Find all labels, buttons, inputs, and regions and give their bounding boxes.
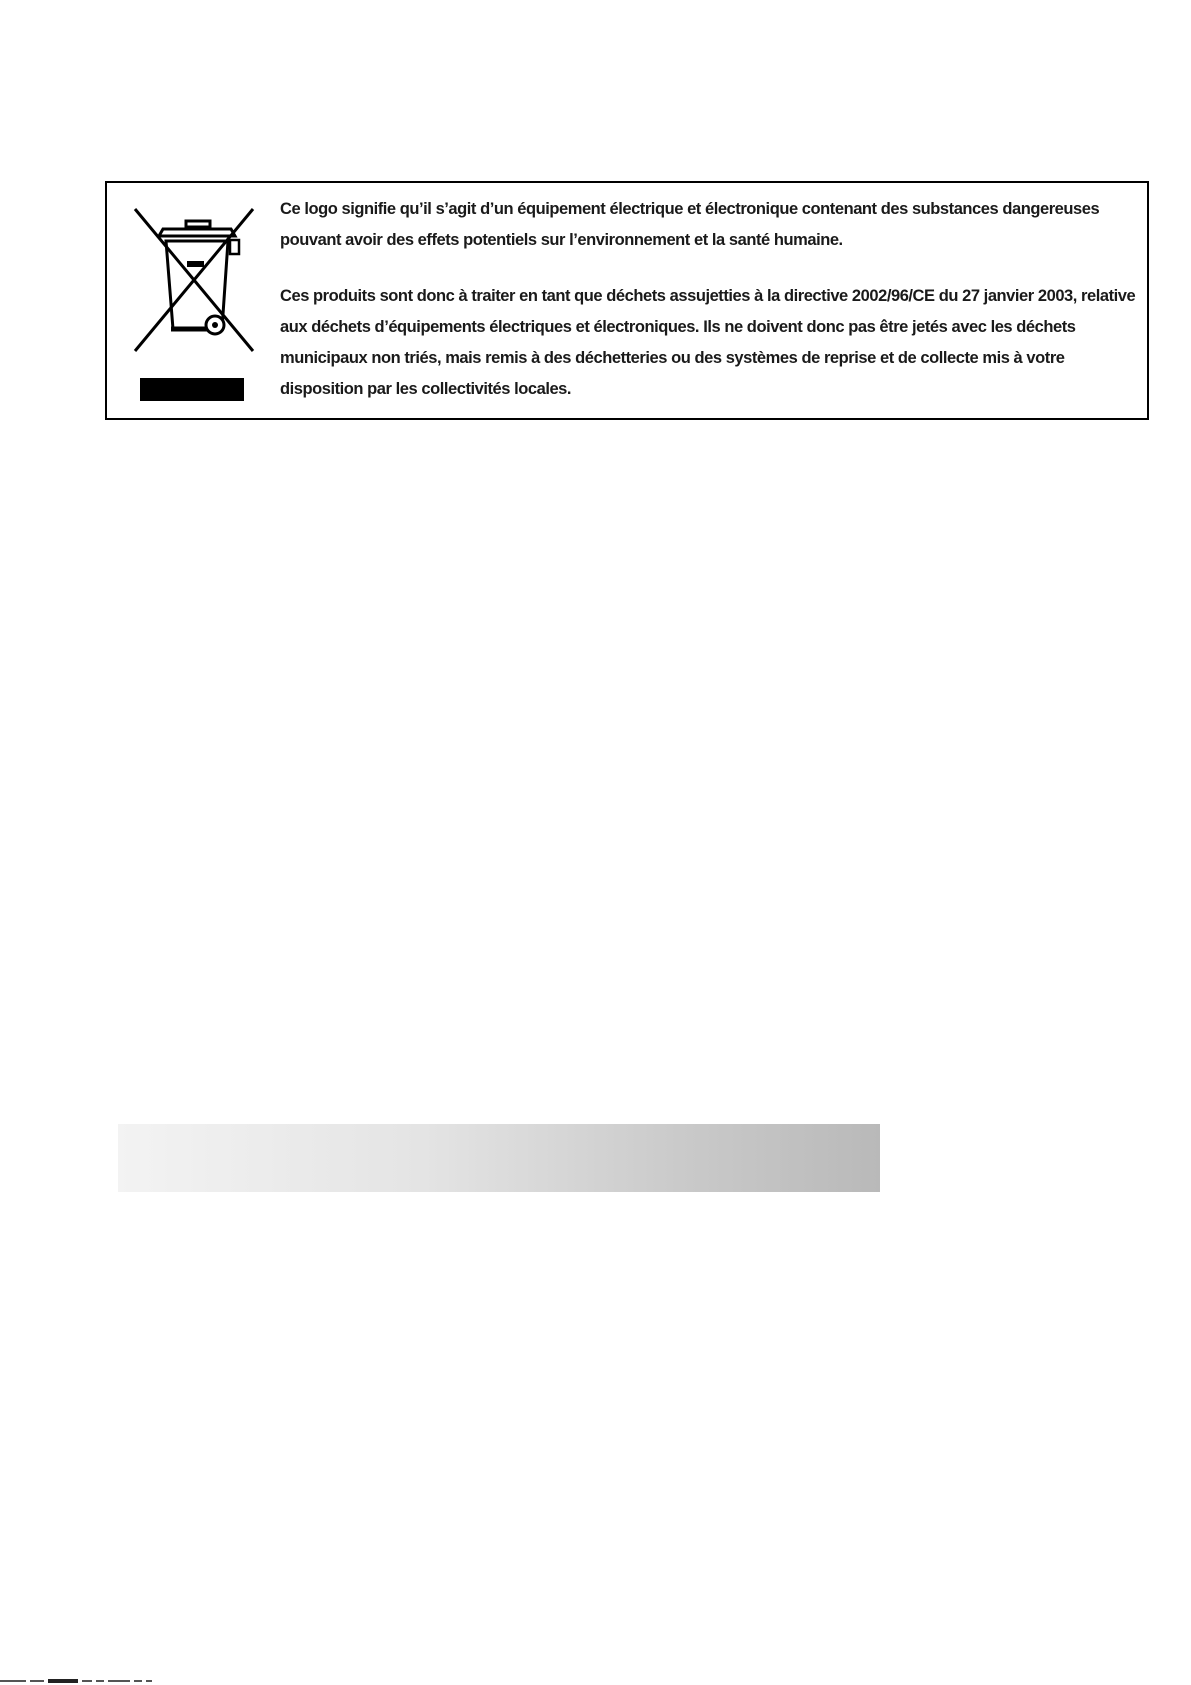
crossed-out-wheelie-bin-icon [129,203,259,401]
gradient-band [118,1124,880,1192]
notice-paragraph-1: Ce logo signifie qu’il s’agit d’un équipement électrique et électronique contenant des substances dangereuses pouvant avoir des effets potentiels sur l’environnement et la santé humaine. [280,200,1100,249]
notice-text [280,194,1140,405]
weee-notice-box [105,181,1149,420]
footer-artifact [0,1676,152,1685]
notice-paragraph-2: Ces produits sont donc à traiter en tant que déchets assujetties à la directive 2002/96/CE du 27 janvier 2003, relative aux déchets d’équipements électriques et électroniques. Ils ne doivent donc pas être jetés avec les déchets municipaux non triés, mais remis à des déchetteries ou des systèmes de reprise et de collecte mis à votre disposition par les collectivités locales. [280,287,1136,398]
